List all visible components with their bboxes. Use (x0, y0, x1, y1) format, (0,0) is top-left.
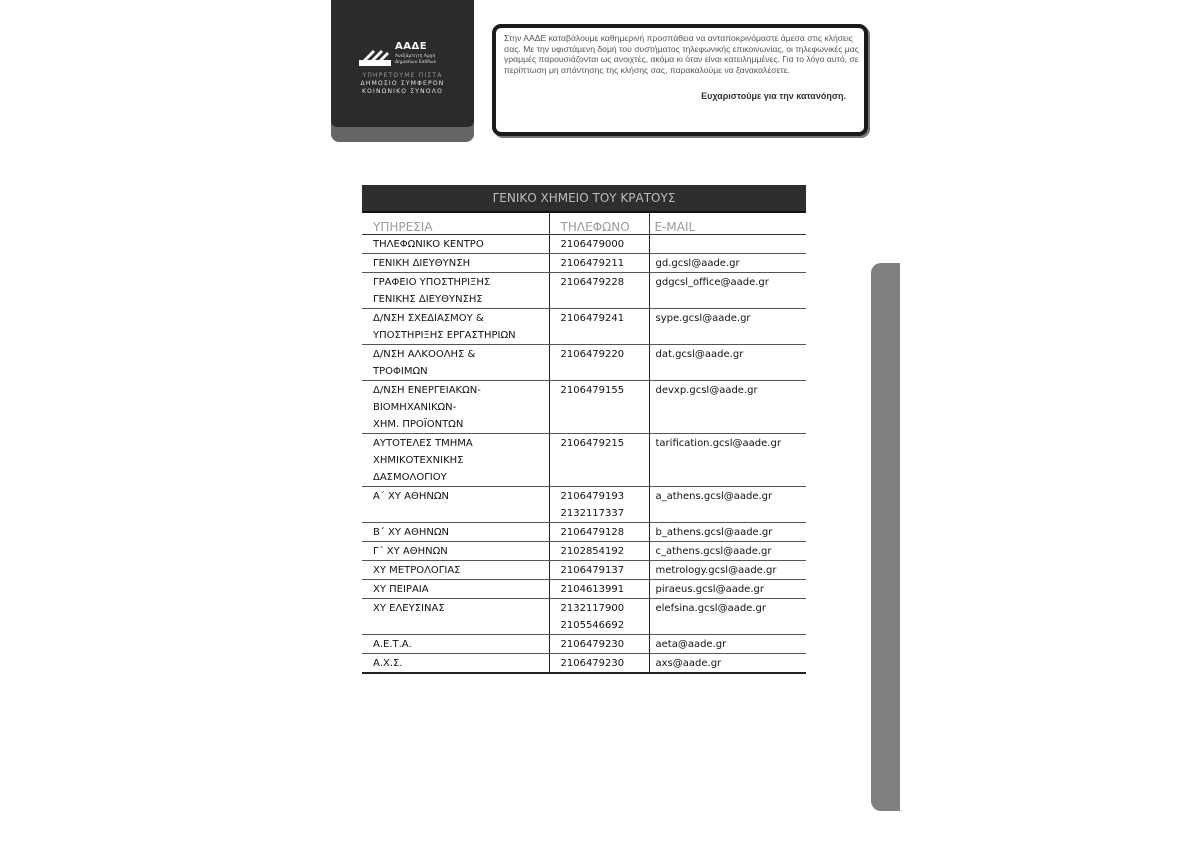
table-header-row (362, 212, 806, 235)
phone-number: 2102854192 (560, 546, 625, 557)
phone-cell (549, 309, 649, 345)
table-row (362, 542, 806, 561)
header-email: E-MAIL (649, 212, 806, 235)
phone-number: 2106479228 (560, 277, 625, 288)
phone-cell (549, 580, 649, 599)
service-name: ΧΗΜΙΚΟΤΕΧΝΙΚΗΣ (373, 455, 464, 466)
service-name: Β΄ ΧΥ ΑΘΗΝΩΝ (373, 527, 450, 538)
email-cell (649, 580, 806, 599)
service-name: ΥΠΟΣΤΗΡΙΞΗΣ ΕΡΓΑΣΤΗΡΙΩΝ (373, 330, 516, 341)
phone-number: 2106479128 (560, 527, 625, 538)
service-name: ΓΡΑΦΕΙΟ ΥΠΟΣΤΗΡΙΞΗΣ (373, 277, 491, 288)
service-name: Γ΄ ΧΥ ΑΘΗΝΩΝ (373, 546, 448, 557)
phone-cell (549, 254, 649, 273)
service-name: Δ/ΝΣΗ ΕΝΕΡΓΕΙΑΚΩΝ- (373, 385, 481, 396)
phone-number: 2106479230 (560, 639, 625, 650)
phone-cell (549, 487, 649, 523)
email-cell (649, 635, 806, 654)
logo-panel (331, 0, 474, 127)
phone-number: 2105546692 (560, 620, 625, 631)
service-name: ΓΕΝΙΚΗΣ ΔΙΕΥΘΥΝΣΗΣ (373, 294, 483, 305)
table-row (362, 561, 806, 580)
email-address: a_athens.gcsl@aade.gr (655, 491, 773, 502)
notice-text: Στην ΑΑΔΕ καταβάλουμε καθημερινή προσπάθεια να ανταποκρινόμαστε άμεσα στις κλήσεις σας. Με την υφιστάμενη δομή του συστήματος τηλεφωνικής επικοινωνίας, οι τηλεφωνικές μας γραμμές παρουσιάζονται ως ανοιχτές, ακόμα κι όταν είναι κατειλημμένες. Για το λόγο αυτό, σε περίπτωση μη απάντησης της κλήσης σας, παρακαλούμε να ξανακαλέσετε. (504, 33, 859, 75)
table-row (362, 580, 806, 599)
notice-box (492, 24, 868, 136)
phone-number: 2106479137 (560, 565, 625, 576)
phone-cell (549, 561, 649, 580)
table-row (362, 309, 806, 345)
service-cell (362, 635, 549, 654)
aade-logo-block (331, 0, 474, 142)
table-row (362, 254, 806, 273)
logo-subtitle (395, 54, 455, 66)
email-cell (649, 434, 806, 487)
email-address: gdgcsl_office@aade.gr (655, 277, 769, 288)
phone-cell (549, 523, 649, 542)
service-name: ΧΥ ΠΕΙΡΑΙΑ (373, 584, 429, 595)
table-row (362, 345, 806, 381)
service-name: Α΄ ΧΥ ΑΘΗΝΩΝ (373, 491, 449, 502)
service-name: ΧΗΜ. ΠΡΟΪΟΝΤΩΝ (373, 419, 464, 430)
table-row (362, 273, 806, 309)
service-name: Δ/ΝΣΗ ΑΛΚΟΟΛΗΣ & (373, 349, 476, 360)
service-cell (362, 487, 549, 523)
phone-cell (549, 381, 649, 434)
service-name: Α.Χ.Σ. (373, 658, 403, 669)
phone-number: 2106479215 (560, 438, 625, 449)
service-cell (362, 434, 549, 487)
logo-subtitle-line: Δημοσίων Εσόδων (395, 60, 437, 65)
email-cell (649, 345, 806, 381)
table-row (362, 235, 806, 254)
email-cell (649, 235, 806, 254)
table-row (362, 599, 806, 635)
email-cell (649, 599, 806, 635)
service-name: ΧΥ ΕΛΕΥΣΙΝΑΣ (373, 603, 445, 614)
aade-logo-icon (359, 44, 391, 66)
service-cell (362, 542, 549, 561)
table-row (362, 487, 806, 523)
email-address: dat.gcsl@aade.gr (655, 349, 744, 360)
header-service: ΥΠΗΡΕΣΙΑ (362, 212, 549, 235)
table-title-row (362, 185, 806, 212)
email-address: metrology.gcsl@aade.gr (655, 565, 777, 576)
email-address: sype.gcsl@aade.gr (655, 313, 751, 324)
email-address: aeta@aade.gr (655, 639, 727, 650)
service-name: ΑΥΤΟΤΕΛΕΣ ΤΜΗΜΑ (373, 438, 473, 449)
email-address: gd.gcsl@aade.gr (655, 258, 740, 269)
service-name: ΤΡΟΦΙΜΩΝ (373, 366, 428, 377)
service-name: Δ/ΝΣΗ ΣΧΕΔΙΑΣΜΟΥ & (373, 313, 484, 324)
phone-number: 2106479241 (560, 313, 625, 324)
phone-number: 2106479193 (560, 491, 625, 502)
service-name: ΓΕΝΙΚΗ ΔΙΕΥΘΥΝΣΗ (373, 258, 471, 269)
phone-number: 2132117337 (560, 508, 625, 519)
email-address: axs@aade.gr (655, 658, 722, 669)
motto-line: ΔΗΜΟΣΙΟ ΣΥΜΦΕΡΟΝ (360, 80, 445, 87)
logo-motto (331, 72, 474, 96)
service-cell (362, 599, 549, 635)
email-address: devxp.gcsl@aade.gr (655, 385, 758, 396)
phone-number: 2106479000 (560, 239, 625, 250)
phone-number: 2132117900 (560, 603, 625, 614)
phone-number: 2106479230 (560, 658, 625, 669)
logo-subtitle-line: Ανεξάρτητη Αρχή (395, 54, 436, 59)
service-cell (362, 381, 549, 434)
table-row (362, 654, 806, 674)
table-title: ΓΕΝΙΚΟ ΧΗΜΕΙΟ ΤΟΥ ΚΡΑΤΟΥΣ (362, 185, 806, 212)
service-cell (362, 523, 549, 542)
service-cell (362, 273, 549, 309)
phone-number: 2104613991 (560, 584, 625, 595)
contact-directory-table (362, 185, 806, 674)
phone-number: 2106479211 (560, 258, 625, 269)
email-cell (649, 654, 806, 674)
email-cell (649, 542, 806, 561)
notice-thanks: Ευχαριστούμε για την κατανόηση. (701, 91, 846, 101)
phone-cell (549, 345, 649, 381)
email-cell (649, 487, 806, 523)
phone-cell (549, 635, 649, 654)
service-name: ΧΥ ΜΕΤΡΟΛΟΓΙΑΣ (373, 565, 461, 576)
service-cell (362, 235, 549, 254)
table-row (362, 635, 806, 654)
email-address: elefsina.gcsl@aade.gr (655, 603, 766, 614)
service-name: ΤΗΛΕΦΩΝΙΚΟ ΚΕΝΤΡΟ (373, 239, 484, 250)
table-body (362, 235, 806, 674)
table-row (362, 523, 806, 542)
service-cell (362, 345, 549, 381)
phone-number: 2106479220 (560, 349, 625, 360)
table-row (362, 434, 806, 487)
service-name: ΔΑΣΜΟΛΟΓΙΟΥ (373, 472, 447, 483)
service-cell (362, 309, 549, 345)
email-cell (649, 309, 806, 345)
phone-cell (549, 273, 649, 309)
email-address: tarification.gcsl@aade.gr (655, 438, 781, 449)
service-cell (362, 654, 549, 674)
phone-cell (549, 542, 649, 561)
email-address: piraeus.gcsl@aade.gr (655, 584, 764, 595)
side-tab (871, 263, 900, 811)
service-cell (362, 254, 549, 273)
service-cell (362, 580, 549, 599)
table-row (362, 381, 806, 434)
phone-number: 2106479155 (560, 385, 625, 396)
service-cell (362, 561, 549, 580)
phone-cell (549, 434, 649, 487)
service-name: ΒΙΟΜΗΧΑΝΙΚΩΝ- (373, 402, 457, 413)
email-address: b_athens.gcsl@aade.gr (655, 527, 773, 538)
email-address: c_athens.gcsl@aade.gr (655, 546, 772, 557)
motto-line: ΚΟΙΝΩΝΙΚΟ ΣΥΝΟΛΟ (361, 88, 444, 95)
email-cell (649, 523, 806, 542)
phone-cell (549, 599, 649, 635)
email-cell (649, 254, 806, 273)
motto-line: ΥΠΗΡΕΤΟΥΜΕ ΠΙΣΤΑ (362, 72, 443, 79)
phone-cell (549, 654, 649, 674)
logo-name: ΑΑΔΕ (395, 41, 428, 52)
email-cell (649, 561, 806, 580)
phone-cell (549, 235, 649, 254)
email-cell (649, 381, 806, 434)
header-phone: ΤΗΛΕΦΩΝΟ (549, 212, 649, 235)
email-cell (649, 273, 806, 309)
service-name: Α.Ε.Τ.Α. (373, 639, 412, 650)
